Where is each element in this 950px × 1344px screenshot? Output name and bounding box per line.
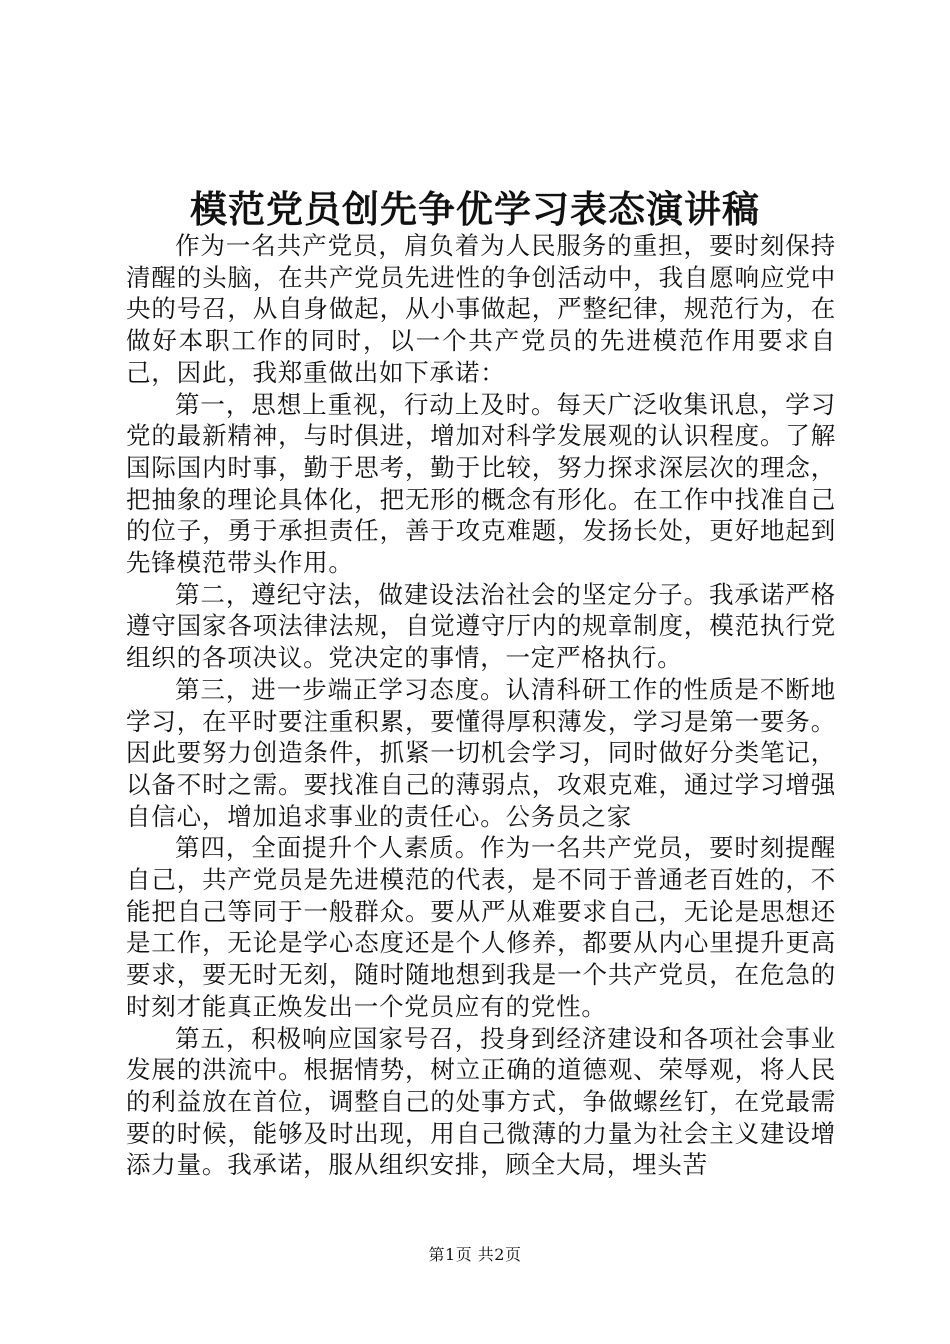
paragraph-first: 第一，思想上重视，行动上及时。每天广泛收集讯息，学习党的最新精神，与时俱进，增加对科学发展观的认识程度。了解国际国内时事，勤于思考，勤于比较，努力探求深层次的理念，把抽象的理论具体化，把无形的概念有形化。在工作中找准自己的位子，勇于承担责任，善于攻克难题，发扬长处，更好地起到先锋模范带头作用。 [126,389,836,578]
paragraph-third: 第三，进一步端正学习态度。认清科研工作的性质是不断地学习，在平时要注重积累，要懂得厚积薄发，学习是第一要务。因此要努力创造条件，抓紧一切机会学习，同时做好分类笔记，以备不时之需。要找准自己的薄弱点，攻艰克难，通过学习增强自信心，增加追求事业的责任心。公务员之家 [126,674,836,831]
document-title: 模范党员创先争优学习表态演讲稿 [190,187,760,231]
paragraph-fourth: 第四，全面提升个人素质。作为一名共产党员，要时刻提醒自己，共产党员是先进模范的代表，是不同于普通老百姓的，不能把自己等同于一般群众。要从严从难要求自己，无论是思想还是工作，无论是学心态度还是个人修养，都要从内心里提升更高要求，要无时无刻，随时随地想到我是一个共产党员，在危急的时刻才能真正焕发出一个党员应有的党性。 [126,833,836,1021]
paragraph-intro: 作为一名共产党员，肩负着为人民服务的重担，要时刻保持清醒的头脑，在共产党员先进性的争创活动中，我自愿响应党中央的号召，从自身做起，从小事做起，严整纪律，规范行为，在做好本职工作的同时，以一个共产党员的先进模范作用要求自己，因此，我郑重做出如下承诺： [126,231,836,387]
paragraph-fifth: 第五，积极响应国家号召，投身到经济建设和各项社会事业发展的洪流中。根据情势，树立正确的道德观、荣辱观，将人民的利益放在首位，调整自己的处事方式，争做螺丝钉，在党最需要的时候，能够及时出现，用自己微薄的力量为社会主义建设增添力量。我承诺，服从组织安排，顾全大局，埋头苦 [126,1023,836,1180]
document-body [126,230,836,1181]
paragraph-second: 第二，遵纪守法，做建设法治社会的坚定分子。我承诺严格遵守国家各项法律法规，自觉遵守厅内的规章制度，模范执行党组织的各项决议。党决定的事情，一定严格执行。 [126,579,836,673]
page-footer: 第1页 共2页 [428,1245,522,1264]
